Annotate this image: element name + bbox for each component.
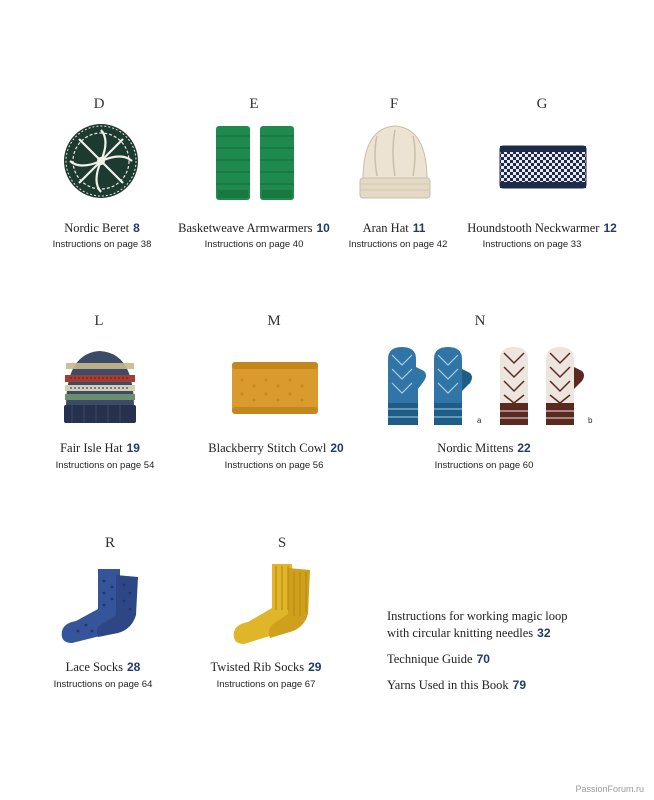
item-name: Houndstooth Neckwarmer xyxy=(467,221,600,235)
item-instructions: Instructions on page 42 xyxy=(348,239,448,250)
item-title xyxy=(60,441,140,456)
item-page-number: 10 xyxy=(316,221,330,235)
extra-yarns-used xyxy=(387,677,526,694)
mitten-variant-b-label: b xyxy=(588,416,593,425)
item-instructions: Instructions on page 33 xyxy=(482,239,582,250)
item-instructions: Instructions on page 38 xyxy=(52,239,152,250)
mitten-variant-a-label: a xyxy=(477,416,482,425)
item-page-number: 12 xyxy=(603,221,617,235)
item-page-number: 20 xyxy=(330,441,344,455)
extra-line-text: Technique Guide xyxy=(387,652,473,666)
lace-socks-image xyxy=(58,565,148,647)
item-page-number: 19 xyxy=(126,441,140,455)
item-letter: M xyxy=(267,313,281,329)
item-title xyxy=(363,221,426,236)
extra-line-text: Yarns Used in this Book xyxy=(387,678,509,692)
item-name: Nordic Mittens xyxy=(437,441,514,455)
item-title xyxy=(467,221,617,236)
extra-line: Instructions for working magic loop xyxy=(387,609,568,623)
item-instructions: Instructions on page 67 xyxy=(216,679,316,690)
item-name: Twisted Rib Socks xyxy=(210,660,305,674)
extra-line xyxy=(387,625,568,642)
item-name: Fair Isle Hat xyxy=(60,441,123,455)
item-instructions: Instructions on page 40 xyxy=(204,239,304,250)
item-letter: S xyxy=(277,535,287,551)
item-letter: L xyxy=(94,313,104,329)
item-page-number: 28 xyxy=(126,660,141,674)
extra-page-number: 32 xyxy=(537,626,551,640)
item-instructions: Instructions on page 54 xyxy=(55,460,155,471)
item-title xyxy=(208,441,343,456)
extra-page-number: 70 xyxy=(476,652,490,666)
fair-isle-hat-image xyxy=(60,347,140,427)
item-name: Lace Socks xyxy=(65,660,123,674)
item-name: Blackberry Stitch Cowl xyxy=(208,441,327,455)
cowl-image xyxy=(230,360,320,416)
item-letter: G xyxy=(536,96,548,112)
item-letter: F xyxy=(389,96,399,112)
twisted-rib-socks-image xyxy=(228,560,318,648)
item-page-number: 8 xyxy=(133,221,140,235)
item-page-number: 29 xyxy=(308,660,322,674)
extra-technique-guide xyxy=(387,651,490,668)
brown-mittens-image xyxy=(498,345,588,427)
extra-magic-loop xyxy=(387,608,568,642)
item-title xyxy=(437,441,530,456)
item-name: Aran Hat xyxy=(362,221,409,235)
nordic-beret-image xyxy=(62,122,140,200)
watermark: PassionForum.ru xyxy=(575,784,644,794)
aran-hat-image xyxy=(355,122,435,202)
item-title xyxy=(66,660,141,675)
item-letter: N xyxy=(474,313,486,329)
item-name: Basketweave Armwarmers xyxy=(178,221,313,235)
item-page-number: 22 xyxy=(517,441,531,455)
houndstooth-neckwarmer-image xyxy=(498,142,588,192)
item-letter: D xyxy=(93,96,105,112)
item-title xyxy=(64,221,140,236)
item-instructions: Instructions on page 64 xyxy=(53,679,153,690)
blue-mittens-image xyxy=(386,345,476,427)
extra-page-number: 79 xyxy=(512,678,527,692)
extra-line-text: with circular knitting needles xyxy=(387,626,534,640)
item-name: Nordic Beret xyxy=(64,221,130,235)
item-page-number: 11 xyxy=(412,221,426,235)
item-instructions: Instructions on page 56 xyxy=(224,460,324,471)
item-title xyxy=(178,221,330,236)
item-title xyxy=(211,660,322,675)
item-instructions: Instructions on page 60 xyxy=(434,460,534,471)
item-letter: E xyxy=(249,96,259,112)
armwarmers-image xyxy=(212,124,302,202)
item-letter: R xyxy=(104,535,116,551)
